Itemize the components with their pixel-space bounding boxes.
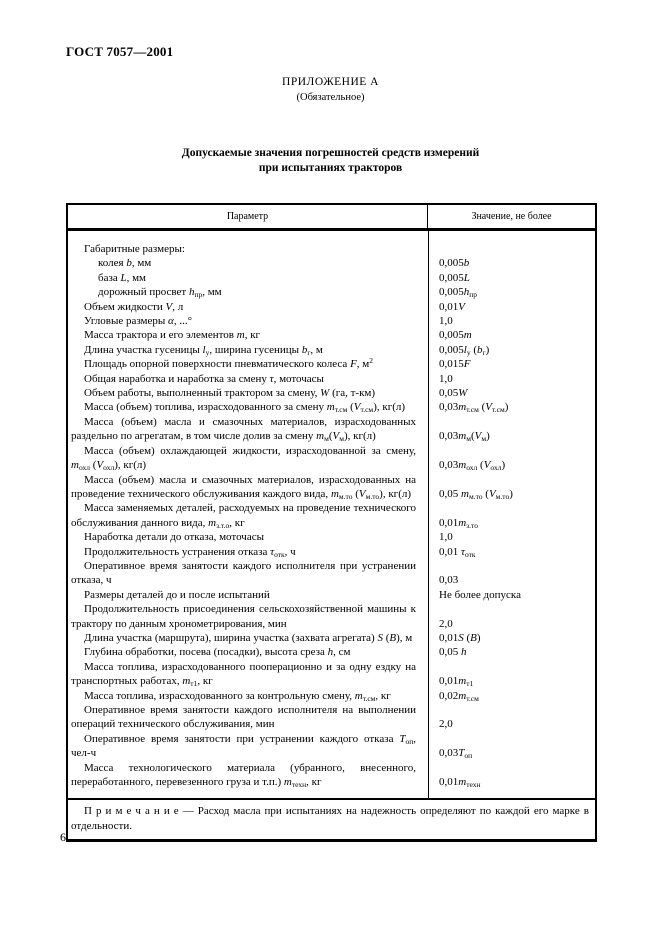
- table-row: [68, 660, 595, 689]
- table-row: [68, 645, 595, 659]
- measurement-errors-table: [66, 203, 597, 842]
- page-number: 6: [60, 830, 66, 844]
- table-row: [68, 444, 595, 473]
- table-row: [68, 300, 595, 314]
- value-cell: 0,05 h: [439, 646, 467, 659]
- table-row: [68, 400, 595, 414]
- table-row: [68, 631, 595, 645]
- parameter-cell: Объем жидкости V, л: [84, 300, 184, 313]
- parameter-cell: Масса (объем) масла и смазочных материалов, израсходованных на проведение технического обслуживания каждого вида, $m_{м.то}$ $(V_{м.то})$, кг(л): [71, 473, 416, 501]
- value-cell: $0,03m_м(V_м)$: [439, 430, 490, 444]
- parameter-cell: Объем работы, выполненный трактором за смену, W (га, т-км): [84, 387, 376, 400]
- value-cell: 1,0: [439, 315, 453, 328]
- table-row: [68, 285, 595, 299]
- table-row: [68, 314, 595, 328]
- value-cell: 0,03: [439, 574, 459, 587]
- table-row: [68, 386, 595, 400]
- value-cell: Не более допуска: [439, 588, 521, 601]
- table-row: [68, 703, 595, 732]
- parameter-cell: Глубина обработки, посева (посадки), высота среза h, см: [84, 646, 351, 659]
- parameter-cell: Масса (объем) топлива, израсходованного за смену $m_{т.см}$ $(V_{т.см})$, кг(л): [84, 401, 406, 415]
- table-row: [68, 588, 595, 602]
- table-row: [68, 271, 595, 285]
- table-row: [68, 357, 595, 371]
- parameter-cell: Длина участка гусеницы $l_у$, ширина гусеницы $b_г$, м: [84, 343, 323, 357]
- standard-code: ГОСТ 7057—2001: [66, 44, 174, 59]
- parameter-cell: Масса топлива, израсходованного за контрольную смену, $m_{т.см}$, кг: [84, 689, 391, 703]
- value-cell: 0,015F: [439, 358, 471, 371]
- table-note: [68, 798, 595, 838]
- value-cell: $0,005l_у$ $(b_г)$: [439, 343, 490, 357]
- table-row: [68, 732, 595, 761]
- parameter-cell: Продолжительность устранения отказа $\tau_{отк}$, ч: [84, 545, 296, 559]
- table-row: [68, 559, 595, 588]
- table-row: [68, 256, 595, 270]
- table-row: [68, 545, 595, 559]
- table-row: [68, 530, 595, 544]
- table-body: [68, 231, 595, 798]
- parameter-cell: Наработка детали до отказа, моточасы: [84, 531, 264, 544]
- table-title: [0, 146, 661, 176]
- value-cell: $0,01m_{техн}$: [439, 776, 481, 790]
- table-row: [68, 761, 595, 790]
- table-row: [68, 473, 595, 502]
- parameter-cell: Размеры деталей до и после испытаний: [84, 588, 270, 601]
- parameter-cell: Длина участка (маршрута), ширина участка (захвата агрегата) S (B), м: [84, 631, 413, 644]
- parameter-cell: Габаритные размеры:: [84, 243, 185, 255]
- value-cell: $0,03m_{охл}$ $(V_{охл})$: [439, 459, 506, 473]
- value-cell: 0,01V: [439, 300, 465, 313]
- parameter-cell: Масса (объем) охлаждающей жидкости, израсходованной за смену, $m_{охл}$ $(V_{охл})$, кг(л): [71, 444, 416, 473]
- parameter-cell: Площадь опорной поверхности пневматического колеса F, $м^2$: [84, 356, 374, 371]
- value-cell: [428, 242, 595, 256]
- value-cell: 0,05W: [439, 387, 468, 400]
- parameter-cell: Общая наработка и наработка за смену τ, моточасы: [84, 372, 324, 385]
- value-cell: 1,0: [439, 372, 453, 385]
- parameter-cell: база L, мм: [98, 271, 147, 284]
- value-cell: 0,005L: [439, 271, 470, 284]
- value-cell: $0,01m_{з.то}$: [439, 516, 478, 530]
- appendix-subtitle: (Обязательное): [296, 92, 365, 103]
- parameter-cell: Оперативное время занятости каждого исполнителя на выполнении операций технического обслуживания, мин: [71, 704, 416, 731]
- table-row: [68, 689, 595, 703]
- value-cell: $0,03T_{оп}$: [439, 747, 473, 761]
- parameter-cell: Угловые размеры α, ...°: [84, 315, 192, 328]
- table-note-text: П р и м е ч а н и е — Расход масла при испытаниях на надежность определяют по каждой его марке в отдельности.: [71, 805, 589, 832]
- table-row: [68, 602, 595, 631]
- value-cell: 2,0: [439, 617, 453, 630]
- column-header-value: Значение, не более: [471, 211, 552, 222]
- value-cell: 0,05 $m_{м.то}$ $(V_{м.то})$: [439, 487, 513, 501]
- table-title-line2: при испытаниях тракторов: [258, 162, 403, 174]
- value-cell: 0,005m: [439, 329, 472, 342]
- table-row: [68, 501, 595, 530]
- value-cell: $0,02m_{т.см}$: [439, 689, 479, 703]
- value-cell: 0,005b: [439, 257, 470, 270]
- column-divider: [428, 231, 429, 798]
- parameter-cell: Масса топлива, израсходованного пооперационно и за одну ездку на транспортных работах, $m_{т1}$, кг: [71, 660, 416, 689]
- value-cell: 0,01S (B): [439, 631, 481, 644]
- parameter-cell: дорожный просвет $h_{пр}$, мм: [98, 286, 222, 300]
- table-row: [68, 343, 595, 357]
- parameter-cell: Масса трактора и его элементов m, кг: [84, 329, 261, 342]
- value-cell: 0,01 $\tau_{отк}$: [439, 545, 476, 559]
- table-title-line1: Допускаемые значения погрешностей средств измерений: [181, 147, 480, 159]
- value-cell: $0,005h_{пр}$: [439, 286, 478, 300]
- parameter-cell: Масса заменяемых деталей, расходуемых на проведение технического обслуживания данного вида, $m_{з.т.о}$, кг: [71, 502, 416, 530]
- table-row: [68, 328, 595, 342]
- value-cell: $0,03m_{т.см}$ $(V_{т.см})$: [439, 401, 509, 415]
- parameter-cell: Продолжительность присоединения сельскохозяйственной машины к трактору по данным хронометрирования, мин: [71, 603, 416, 630]
- table-row: [68, 372, 595, 386]
- column-header-parameter: Параметр: [68, 205, 428, 228]
- value-cell: 2,0: [439, 718, 453, 731]
- parameter-cell: Оперативное время занятости каждого исполнителя при устранении отказа, ч: [71, 559, 416, 587]
- parameter-cell: Масса технологического материала (убранного, внесенного, переработанного, перевезенного груза и т.п.) $m_{техн}$, кг: [71, 761, 416, 790]
- value-cell: 1,0: [439, 531, 453, 544]
- appendix-title: ПРИЛОЖЕНИЕ А: [282, 76, 379, 88]
- table-row: [68, 242, 595, 256]
- table-header-row: [68, 205, 595, 231]
- parameter-cell: Масса (объем) масла и смазочных материалов, израсходованных раздельно по агрегатам, в том числе долив за смену $m_м(V_м)$, кг(л): [71, 415, 416, 444]
- table-row: [68, 415, 595, 444]
- value-cell: $0,01m_{т1}$: [439, 675, 474, 689]
- parameter-cell: колея b, мм: [98, 257, 152, 270]
- parameter-cell: Оперативное время занятости при устранении каждого отказа $T_{оп}$, чел-ч: [71, 732, 416, 760]
